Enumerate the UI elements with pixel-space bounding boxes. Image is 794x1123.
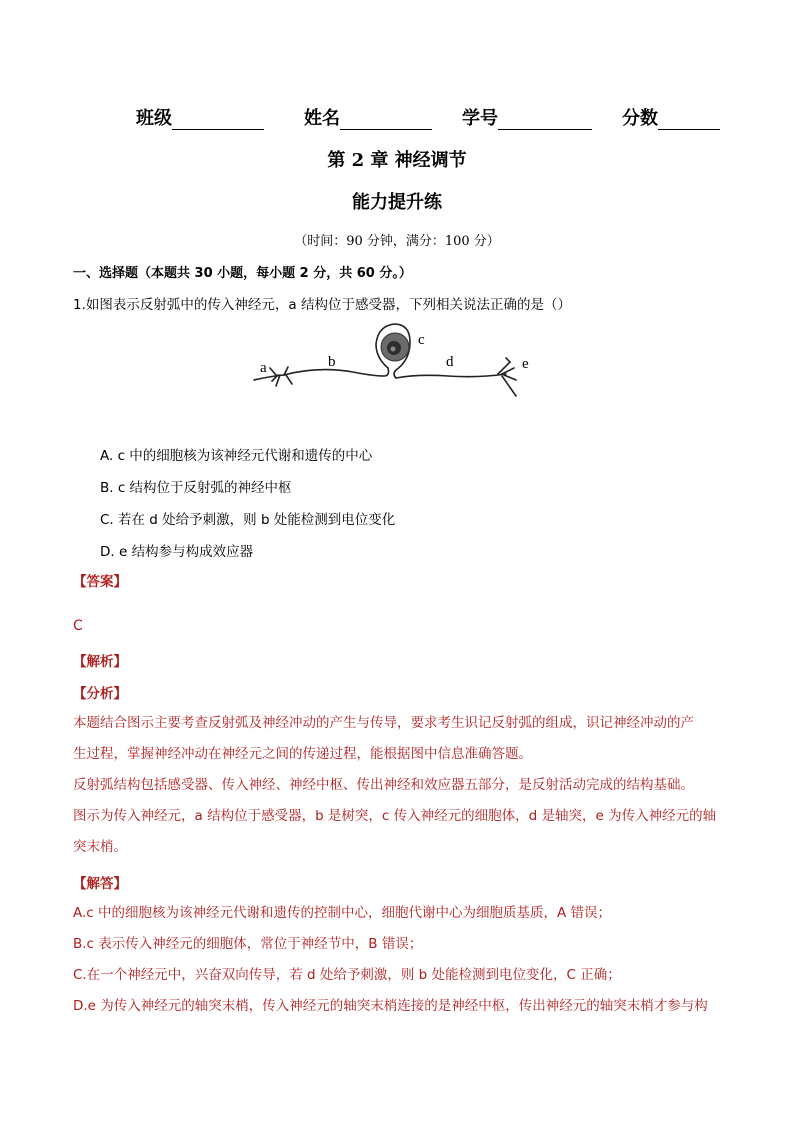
score-blank[interactable] (658, 109, 720, 130)
option-d[interactable]: D. e 结构参与构成效应器 (100, 544, 254, 560)
solution-line: C.在一个神经元中，兴奋双向传导，若 d 处给予刺激，则 b 处能检测到电位变化，C 正确； (73, 967, 621, 983)
label-a: a (260, 360, 267, 376)
score-label: 分数 (622, 108, 658, 129)
solution-line: A.c 中的细胞核为该神经元代谢和遗传的控制中心，细胞代谢中心为细胞质基质，A 错误； (73, 905, 612, 921)
answer-value: C (73, 618, 83, 634)
question-1-stem: 1.如图表示反射弧中的传入神经元，a 结构位于感受器，下列相关说法正确的是（） (73, 297, 571, 313)
student-id-field[interactable] (462, 104, 592, 130)
score-field[interactable] (622, 104, 720, 130)
label-b: b (328, 354, 336, 370)
name-label: 姓名 (304, 108, 340, 129)
analysis-line: 反射弧结构包括感受器、传入神经、神经中枢、传出神经和效应器五部分，是反射活动完成的结构基础。 (73, 777, 694, 793)
student-info-line (136, 104, 726, 130)
solution-line: D.e 为传入神经元的轴突末梢，传入神经元的轴突末梢连接的是神经中枢，传出神经元的轴突末梢才参与构 (73, 998, 708, 1014)
section-heading: 一、选择题（本题共 30 小题，每小题 2 分，共 60 分。） (73, 266, 412, 281)
chapter-title: 第 2 章 神经调节 (327, 150, 467, 171)
label-e: e (522, 356, 529, 372)
label-c: c (418, 332, 425, 348)
answer-heading: 【答案】 (73, 574, 127, 590)
class-blank[interactable] (172, 109, 264, 130)
fenxi-heading: 【分析】 (73, 686, 127, 702)
label-d: d (446, 354, 454, 370)
neuron-diagram (248, 318, 538, 406)
option-a[interactable]: A. c 中的细胞核为该神经元代谢和遗传的中心 (100, 448, 373, 464)
class-field[interactable] (136, 104, 264, 130)
page-subtitle: 能力提升练 (352, 192, 442, 213)
student-id-blank[interactable] (498, 109, 592, 130)
solution-heading: 【解答】 (73, 876, 127, 892)
analysis-heading: 【解析】 (73, 654, 127, 670)
solution-line: B.c 表示传入神经元的细胞体，常位于神经节中，B 错误； (73, 936, 423, 952)
analysis-line: 突末梢。 (73, 839, 127, 855)
name-field[interactable] (304, 104, 432, 130)
class-label: 班级 (136, 108, 172, 129)
analysis-line: 本题结合图示主要考查反射弧及神经冲动的产生与传导，要求考生识记反射弧的组成，识记神经冲动的产 (73, 715, 694, 731)
solution-paragraph (73, 898, 725, 1022)
analysis-line: 图示为传入神经元，a 结构位于感受器，b 是树突，c 传入神经元的细胞体，d 是轴突，e 为传入神经元的轴 (73, 808, 717, 824)
student-id-label: 学号 (462, 108, 498, 129)
option-c[interactable]: C. 若在 d 处给予刺激，则 b 处能检测到电位变化 (100, 512, 396, 528)
analysis-paragraph (73, 708, 725, 863)
neuron-dendrite-b (284, 368, 389, 376)
neuron-axon-d (396, 374, 506, 378)
name-blank[interactable] (340, 109, 432, 130)
option-b[interactable]: B. c 结构位于反射弧的神经中枢 (100, 480, 292, 496)
exam-info: （时间：90 分钟，满分：100 分） (294, 234, 500, 249)
analysis-line: 生过程，掌握神经冲动在神经元之间的传递过程，能根据图中信息准确答题。 (73, 746, 532, 762)
